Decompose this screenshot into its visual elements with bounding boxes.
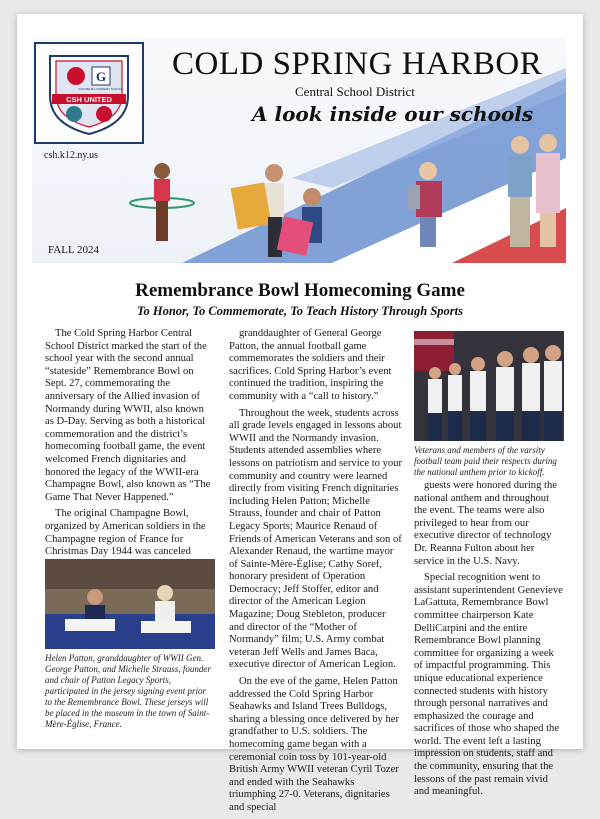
photo-caption: Helen Patton, granddaughter of WWII Gen. George Patton, and Michelle Strauss, founder and chair of Patton Legacy Sports, participated in the jersey signing event prior to the Remembrance Bowl. These jerseys will be placed in the museum in the town of Saint-Mère-Église, France.: [45, 653, 211, 729]
article-column-2: [229, 328, 402, 819]
issue-label: FALL 2024: [48, 244, 100, 256]
paragraph: Throughout the week, students across all grade levels engaged in lessons about WWII and the Normandy invasion. Students attended assemblies where lessons on patriotism and service to your community and country were learned directly from visiting French dignitaries including Helen Patton; Michelle Strauss, founder and chair of Patton Legacy Sports; Maurice Renaud of Friends of American Veterans and son of Alexander Renaud, the wartime mayor of Sainte-Mère-Église; Cathy Soref, honorary president of Operation Democracy; Jeff Stoffer, editor and director of the American Legion Magazine; Doug Stebleton, producer and director of the “Mother of Normandy” film; U.S. Army combat veteran Jeff Wells and James Baca, executive director of American Legion.: [229, 407, 403, 671]
paragraph: The Cold Spring Harbor Central School District marked the start of the school year with the second annual “stateside” Remembrance Bowl on Sept. 27, commemorating the anniversary of the Allied invasion of Normandy during WWII, also known as D-Day. Serving as both a historical commemoration and the district’s homecoming football game, the event welcomed French dignitaries and honored the legacy of the WWII-era Champagne Bowl, also known as “The Game That Never Happened.”: [45, 328, 211, 503]
crest-school: GOOSEHILL PRIMARY SCHOOL: [78, 87, 124, 91]
masthead-title: COLD SPRING HARBOR: [172, 46, 543, 82]
crest-banner-text: CSH UNITED: [66, 95, 112, 104]
article-headline: Remembrance Bowl Homecoming Game: [135, 280, 465, 301]
district-url[interactable]: csh.k12.ny.us: [44, 150, 99, 161]
photo-caption: Veterans and members of the varsity football team paid their respects during the national anthem prior to kickoff.: [414, 445, 557, 477]
paragraph: The original Champagne Bowl, organized by American soldiers in the Champagne region of France for Christmas Day 1944 was canceled: [45, 508, 206, 558]
paragraph: granddaughter of General George Patton, the annual football game commemorates the soldiers and their sacrifices. Cold Spring Harbor’s event continued the tradition, inspiring the community with a “call to history.”: [229, 328, 392, 402]
article-deck: To Honor, To Commemorate, To Teach History Through Sports: [137, 304, 463, 318]
jersey-signing-photo: [45, 559, 215, 649]
paragraph: Special recognition went to assistant superintendent Genevieve LaGattuta, Remembrance Bowl committee chairperson Kate DelliCarpini and the entire Remembrance Bowl planning committee for organizing a week of impactful programming. This unique educational experience connected students with history through personal narratives and emphasized the courage and sacrifices of those who shaped the world. The event left a lasting impression on students, staff and the community, ensuring that the lessons of the past remain vivid and meaningful.: [414, 572, 563, 798]
newsletter-page: [17, 14, 583, 813]
article-column-3: [414, 480, 564, 803]
anthem-photo: [414, 331, 564, 441]
district-crest: [34, 42, 144, 144]
crest-graphic: [42, 50, 136, 136]
crest-letter: G: [95, 69, 107, 84]
masthead: [32, 38, 566, 263]
paragraph: guests were honored during the national anthem and throughout the event. The teams were also privileged to hear from our executive director of technology Dr. Reanna Fulton about her service in the U.S. Navy.: [414, 480, 557, 567]
paragraph: On the eve of the game, Helen Patton addressed the Cold Spring Harbor Seahawks and Island Trees Bulldogs, sharing a blessing once delivered by her grandfather to U.S. soldiers. The homecoming game began with a ceremonial coin toss by 101-year-old British Army WWII veteran Cyril Tozer and ended with the Seahawks triumphing 27-0. Veterans, dignitaries and special: [229, 676, 400, 813]
students-photo: [132, 133, 566, 263]
masthead-subtitle: Central School District: [295, 84, 415, 99]
masthead-tagline: A look inside our schools: [252, 102, 534, 126]
